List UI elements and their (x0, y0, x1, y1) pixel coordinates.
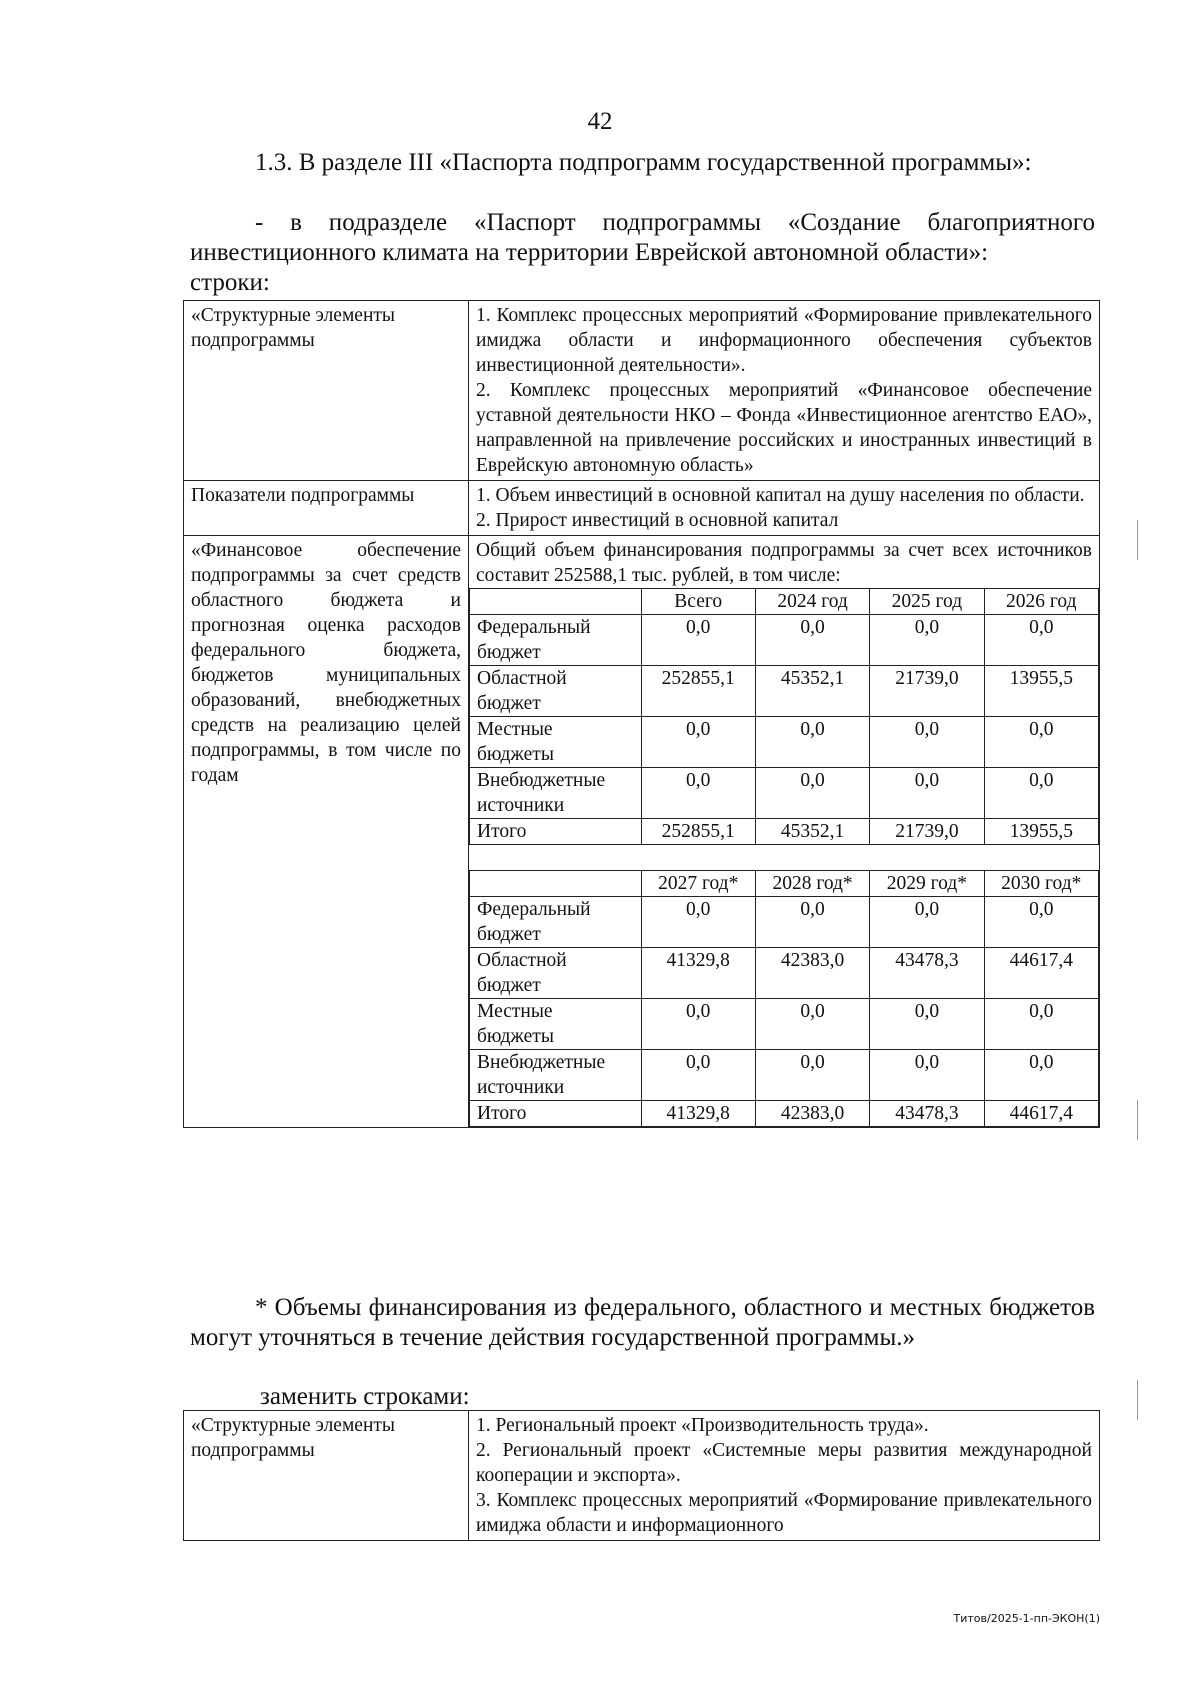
replace-label: заменить строками: (260, 1383, 470, 1410)
grid1-cell: 252855,1 (641, 819, 755, 845)
grid1-cell: 0,0 (984, 717, 1098, 768)
grid1-header: 2024 год (755, 589, 869, 615)
grid2-cell: 42383,0 (755, 1101, 869, 1127)
grid1-cell: 0,0 (641, 615, 755, 666)
grid2-row-local (470, 999, 1099, 1050)
grid2-row-label: Областной бюджет (470, 948, 642, 999)
new-structural-elements-content (469, 1411, 1100, 1541)
grid2-header: 2028 год* (755, 871, 869, 897)
grid2-cell: 44617,4 (984, 948, 1098, 999)
grid1-cell: 0,0 (870, 768, 984, 819)
grid1-cell: 0,0 (984, 768, 1098, 819)
footnote: * Объемы финансирования из федерального, областного и местных бюджетов могут уточняться в течение действия государственной программы.» (190, 1294, 1095, 1351)
grid2-row-extrabudget (470, 1050, 1099, 1101)
grid1-cell: 21739,0 (870, 666, 984, 717)
grid1-row-label: Внебюджетные источники (470, 768, 642, 819)
grid2-cell: 0,0 (641, 897, 755, 948)
grid2-cell: 42383,0 (755, 948, 869, 999)
grid1-cell: 0,0 (755, 768, 869, 819)
grid2-cell: 0,0 (870, 897, 984, 948)
grid2-cell: 0,0 (755, 999, 869, 1050)
new-structural-elements-label: «Структурные элементы подпрограммы (184, 1411, 469, 1541)
grid1-cell: 21739,0 (870, 819, 984, 845)
page-number: 42 (587, 108, 613, 135)
grid2-cell: 0,0 (641, 1050, 755, 1101)
grid2-cell: 0,0 (984, 1050, 1098, 1101)
grid1-header: Всего (641, 589, 755, 615)
grid2-row-regional (470, 948, 1099, 999)
new-structural-item-3: 3. Комплекс процессных мероприятий «Формирование привлекательного имиджа области и информационного (476, 1490, 1092, 1536)
grid2-header: 2027 год* (641, 871, 755, 897)
structural-elements-content (469, 301, 1100, 481)
finance-grid-2024-2026 (469, 588, 1099, 1127)
grid1-row-federal (470, 615, 1099, 666)
grid1-cell: 13955,5 (984, 666, 1098, 717)
intro-paragraph-1: 1.3. В разделе III «Паспорта подпрограмм государственной программы»: (255, 149, 1032, 176)
indicators-row (184, 481, 1100, 536)
grid1-row-total (470, 819, 1099, 845)
grid2-row-federal (470, 897, 1099, 948)
new-passport-table (183, 1410, 1100, 1541)
grid1-cell: 0,0 (984, 615, 1098, 666)
structural-elements-row (184, 301, 1100, 481)
grid2-cell: 0,0 (984, 897, 1098, 948)
grid1-row-local (470, 717, 1099, 768)
document-code: Титов/2025-1-пп-ЭКОН(1) (953, 1612, 1100, 1625)
grid1-cell: 45352,1 (755, 666, 869, 717)
structural-item-2: 2. Комплекс процессных мероприятий «Финансовое обеспечение уставной деятельности НКО – Фонда «Инвестиционное агентство ЕАО», направленной на привлечение российских и иностранных инвестиций в Еврейскую автономную область» (476, 380, 1092, 476)
finance-row (184, 536, 1100, 1128)
grid2-cell: 0,0 (984, 999, 1098, 1050)
grid2-cell: 0,0 (870, 1050, 984, 1101)
grid2-header-row (470, 871, 1099, 897)
grid1-row-label: Итого (470, 819, 642, 845)
grid2-cell: 41329,8 (641, 948, 755, 999)
grid2-cell: 0,0 (755, 897, 869, 948)
grid2-header: 2029 год* (870, 871, 984, 897)
grid1-row-extrabudget (470, 768, 1099, 819)
grid2-row-label: Местные бюджеты (470, 999, 642, 1050)
grid-spacer-row (470, 845, 1099, 871)
grid1-row-label: Местные бюджеты (470, 717, 642, 768)
indicators-label: Показатели подпрограммы (184, 481, 469, 536)
grid2-cell: 44617,4 (984, 1101, 1098, 1127)
grid1-row-regional (470, 666, 1099, 717)
grid2-cell: 0,0 (641, 999, 755, 1050)
finance-content (469, 536, 1100, 1128)
grid1-header-row (470, 589, 1099, 615)
indicators-content (469, 481, 1100, 536)
grid2-cell: 43478,3 (870, 1101, 984, 1127)
finance-intro: Общий объем финансирования подпрограммы за счет всех источников составит 252588,1 тыс. рублей, в том числе: (476, 540, 1092, 586)
grid1-header: 2025 год (870, 589, 984, 615)
grid1-cell: 0,0 (870, 615, 984, 666)
indicator-item-1: 1. Объем инвестиций в основной капитал на душу населения по области. (476, 485, 1085, 506)
grid2-row-label: Федеральный бюджет (470, 897, 642, 948)
structural-elements-label: «Структурные элементы подпрограммы (184, 301, 469, 481)
intro-paragraph-2: - в подразделе «Паспорт подпрограммы «Создание благоприятного инвестиционного климата на территории Еврейской автономной области»: (190, 209, 1095, 266)
new-structural-item-1: 1. Региональный проект «Производительность труда». (476, 1415, 929, 1436)
grid1-cell: 45352,1 (755, 819, 869, 845)
grid1-row-label: Областной бюджет (470, 666, 642, 717)
scan-edge-mark (1137, 1380, 1138, 1420)
grid2-cell: 0,0 (870, 999, 984, 1050)
grid-spacer-cell (470, 845, 1099, 871)
grid1-cell: 0,0 (870, 717, 984, 768)
grid1-cell: 0,0 (641, 717, 755, 768)
grid1-header: 2026 год (984, 589, 1098, 615)
grid1-cell: 0,0 (641, 768, 755, 819)
scan-edge-mark (1137, 520, 1138, 560)
grid2-corner-cell (470, 871, 642, 897)
scan-edge-mark (1137, 1100, 1138, 1140)
grid2-row-label: Итого (470, 1101, 642, 1127)
grid2-cell: 0,0 (755, 1050, 869, 1101)
grid2-row-label: Внебюджетные источники (470, 1050, 642, 1101)
grid1-cell: 252855,1 (641, 666, 755, 717)
grid1-row-label: Федеральный бюджет (470, 615, 642, 666)
strings-label: строки: (190, 269, 270, 296)
grid1-cell: 0,0 (755, 717, 869, 768)
finance-label: «Финансовое обеспечение подпрограммы за счет средств областного бюджета и прогнозная оценка расходов федерального бюджета, бюджетов муниципальных образований, внебюджетных средств на реализацию целей подпрограммы, в том числе по годам (184, 536, 469, 1128)
new-structural-item-2: 2. Региональный проект «Системные меры развития международной кооперации и экспорта». (476, 1440, 1092, 1486)
old-passport-table (183, 300, 1100, 1128)
structural-item-1: 1. Комплекс процессных мероприятий «Формирование привлекательного имиджа области и информационного обеспечения субъектов инвестиционной деятельности». (476, 305, 1092, 376)
indicator-item-2: 2. Прирост инвестиций в основной капитал (476, 510, 839, 531)
grid1-corner-cell (470, 589, 642, 615)
grid1-cell: 0,0 (755, 615, 869, 666)
grid2-cell: 43478,3 (870, 948, 984, 999)
grid2-header: 2030 год* (984, 871, 1098, 897)
grid2-row-total (470, 1101, 1099, 1127)
grid1-cell: 13955,5 (984, 819, 1098, 845)
grid2-cell: 41329,8 (641, 1101, 755, 1127)
new-structural-elements-row (184, 1411, 1100, 1541)
